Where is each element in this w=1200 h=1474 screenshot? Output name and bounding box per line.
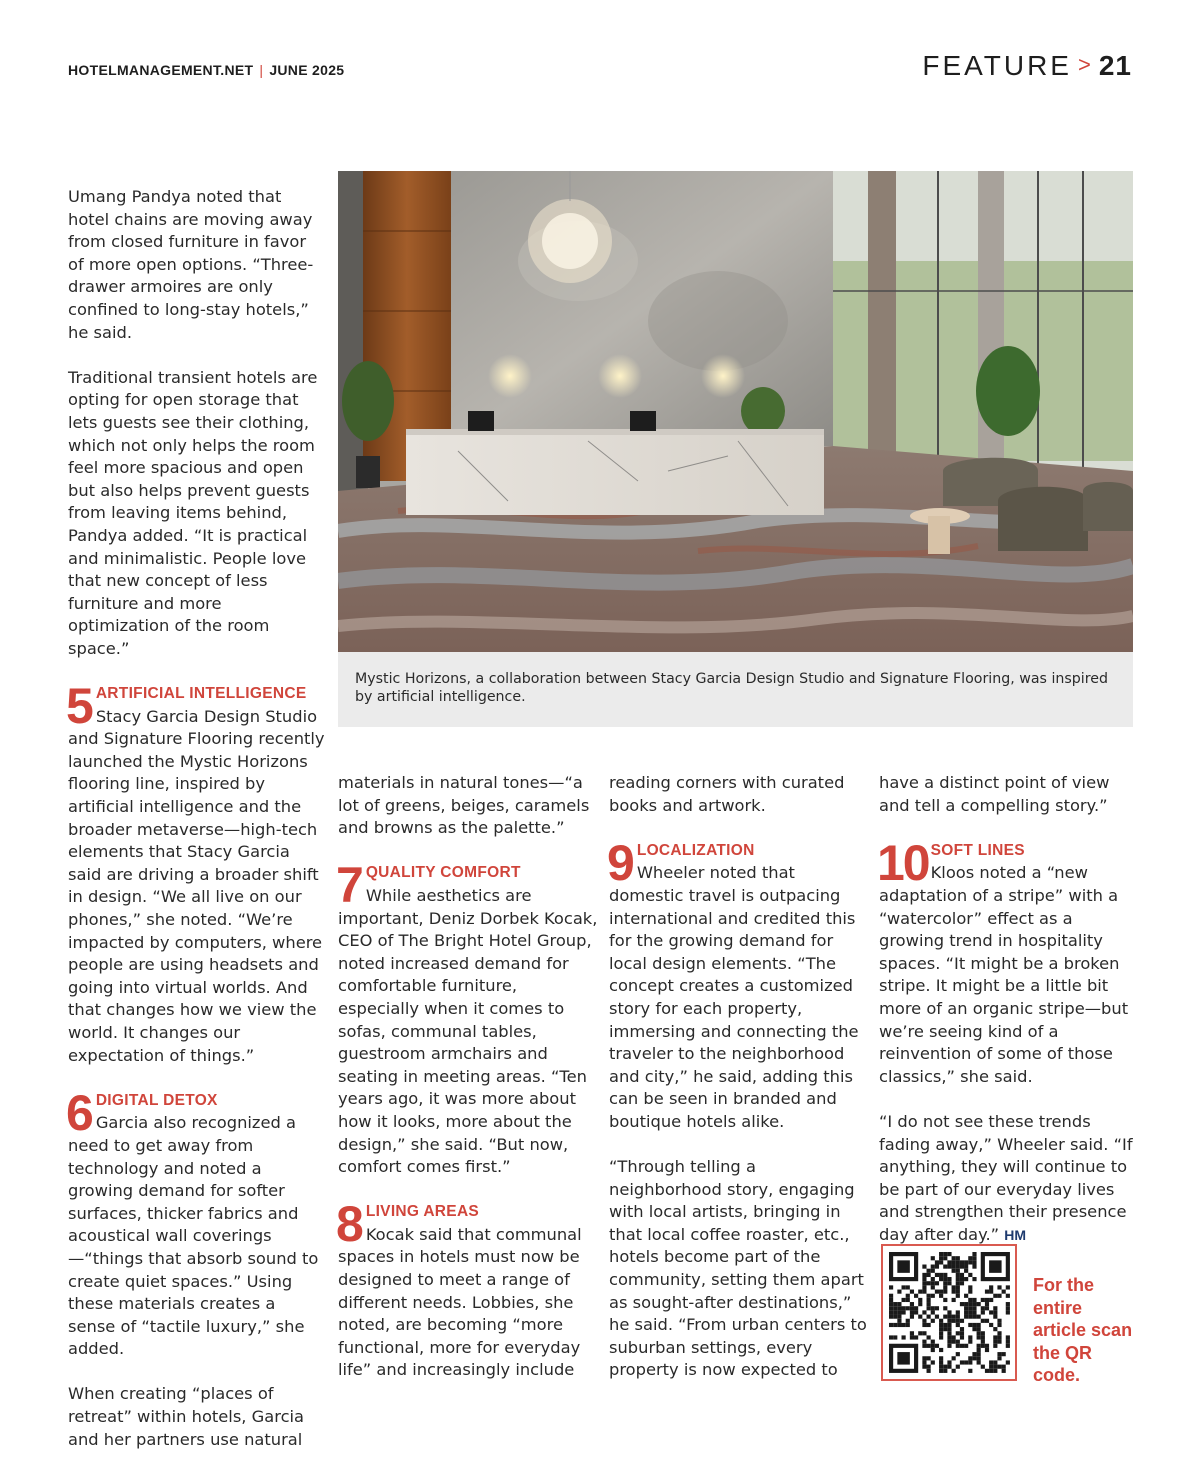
intro-paragraph-2: Traditional transient hotels are opting for open storage that lets guests see their clothing, which not only helps the room feel more spacious and open but also helps prevent guests from leaving items behind, Pandya added. “It is practical and minimalistic. People love that new concept of less furniture and more optimization of the room space.” (68, 367, 318, 658)
intro-paragraph-1: Umang Pandya noted that hotel chains are moving away from closed furniture in favor of more open options. “Three-drawer armoires are only confined to long-stay hotels,” he said. (68, 187, 314, 342)
column-3 (609, 772, 871, 1405)
section-localization (607, 834, 871, 1134)
section-body: While aesthetics are important, Deniz Dorbek Kocak, CEO of The Bright Hotel Group, noted increased demand for comfortable furniture, especially when it comes to sofas, communal tables, guestroom armchairs and seating in meeting areas. “Ten years ago, it was more about how it looks, more about the design,” she said. “But now, comfort comes first.” (338, 885, 598, 1177)
closing-quote: “I do not see these trends fading away,” Wheeler said. “If anything, they will continue to be part of our everyday lives and strengthen their presence day after day.” (879, 1111, 1133, 1244)
column-1 (68, 186, 326, 1474)
qr-code[interactable] (881, 1244, 1017, 1381)
site-name: HOTELMANAGEMENT.NET (68, 62, 254, 78)
section-number: 5 (66, 678, 94, 735)
photo-caption-box (338, 652, 1133, 727)
section-soft-lines (877, 834, 1137, 1089)
section-number: 10 (877, 834, 929, 891)
section-heading: QUALITY COMFORT (365, 864, 521, 882)
section-number: 8 (336, 1196, 364, 1253)
section-body: Kloos noted a “new adaptation of a stripe” with a “watercolor” effect as a growing trend in hospitality spaces. “It might be a broken stripe. It might be a little bit more of an organic stripe—but we’re seeing kind of a reinvention of some of those classics,” she said. (879, 863, 1129, 1086)
section-heading: ARTIFICIAL INTELLIGENCE (95, 685, 307, 703)
lobby-photo (338, 171, 1133, 652)
header-divider: | (259, 62, 264, 78)
qr-call-to-action: For the entire article scan the QR code. (1033, 1275, 1133, 1386)
running-header-left (68, 62, 344, 78)
section-living-areas (336, 1196, 600, 1382)
section-artificial-intelligence (66, 678, 326, 1067)
qr-code-icon (883, 1246, 1015, 1379)
section-heading: LIVING AREAS (365, 1203, 480, 1221)
photo-caption: Mystic Horizons, a collaboration between Stacy Garcia Design Studio and Signature Flooring, was inspired by artificial intelligence. (355, 671, 1108, 705)
column-4 (879, 772, 1137, 1269)
section-label: FEATURE (922, 50, 1072, 81)
section-digital-detox (66, 1084, 326, 1361)
section-body: Wheeler noted that domestic travel is outpacing international and credited this for the growing demand for local design elements. “The concept creates a customized story for each property, immersing and connecting the traveler to the neighborhood and city,” he said, adding this can be seen in branded and boutique hotels alike. (609, 863, 859, 1131)
closing-paragraph (879, 1111, 1137, 1247)
localization-continued: have a distinct point of view and tell a compelling story.” (879, 773, 1110, 815)
section-body: Stacy Garcia Design Studio and Signature Flooring recently launched the Mystic Horizons flooring line, inspired by artificial intelligence and the broader metaverse—high-tech elements that Stacy Garcia said are driving a broader shift in design. “We all live on our phones,” she noted. “We’re impacted by computers, where people are using headsets and going into virtual worlds. And that changes how we view the world. It changes our expectation of things.” (68, 706, 325, 1065)
section-heading: DIGITAL DETOX (95, 1091, 218, 1109)
section-number: 7 (336, 857, 364, 914)
digital-detox-continued: materials in natural tones—“a lot of greens, beiges, caramels and browns as the palette.” (338, 773, 590, 838)
section-body: Garcia also recognized a need to get away from technology and noted a growing demand for softer surfaces, thicker fabrics and acoustical wall coverings—“things that absorb sound to create quiet spaces.” Using these materials creates a sense of “tactile luxury,” she added. (68, 1113, 319, 1359)
section-number: 6 (66, 1084, 94, 1141)
issue-date: JUNE 2025 (269, 62, 345, 78)
localization-paragraph-2: “Through telling a neighborhood story, engaging with local artists, bringing in that local coffee roaster, etc., hotels become part of the community, setting them apart as sought-after destinations,” he said. “From urban centers to suburban settings, every property is now expected to (609, 1157, 867, 1380)
signoff-mark: HM (1004, 1226, 1027, 1243)
chevron-right-icon: > (1077, 52, 1091, 77)
running-header-right (922, 50, 1132, 82)
column-2 (338, 772, 600, 1405)
section-quality-comfort (336, 857, 600, 1178)
section-heading: SOFT LINES (930, 841, 1025, 859)
section-number: 9 (607, 834, 635, 891)
page-number: 21 (1098, 50, 1132, 81)
section-heading: LOCALIZATION (636, 841, 755, 859)
living-areas-continued: reading corners with curated books and artwork. (609, 773, 845, 815)
section-body: Kocak said that communal spaces in hotels must now be designed to meet a range of different needs. Lobbies, she noted, are becoming “more functional, more for everyday life” and increasingly include (338, 1224, 582, 1380)
digital-detox-paragraph-2: When creating “places of retreat” within hotels, Garcia and her partners use natural (68, 1384, 305, 1449)
